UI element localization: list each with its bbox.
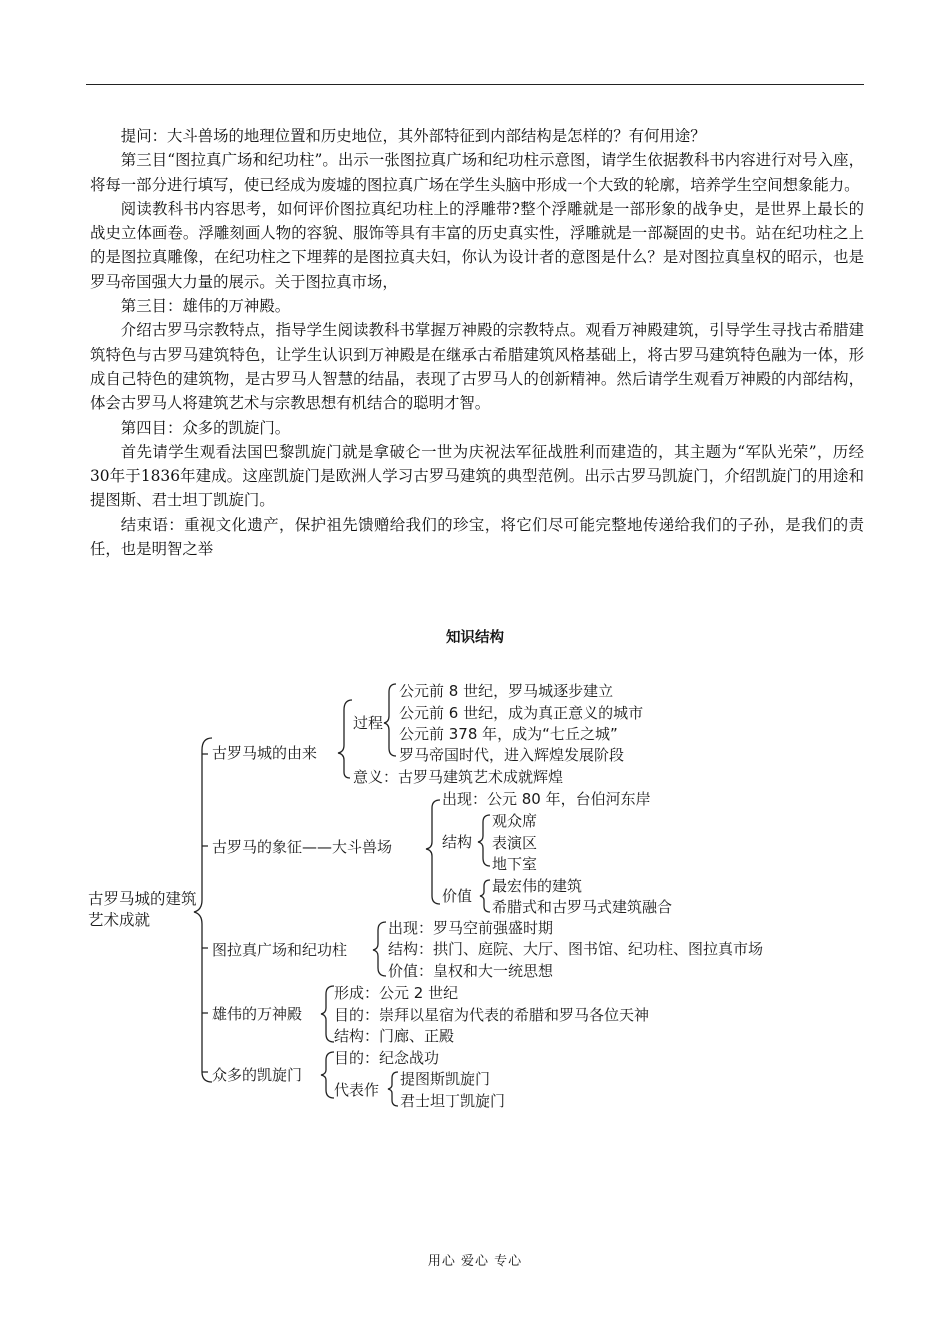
- paragraph: 阅读教科书内容思考，如何评价图拉真纪功柱上的浮雕带?整个浮雕就是一部形象的战争史，是世界上最长的战史立体画卷。浮雕刻画人物的容貌、服饰等具有丰富的历史真实性，浮雕就是一部凝固的史书。站在纪功柱之上的是图拉真雕像，在纪功柱之下埋葬的是图拉真夫妇，你认为设计者的意图是什么？是对图拉真皇权的昭示，也是罗马帝国强大力量的展示。关于图拉真市场，: [90, 199, 864, 291]
- paragraph: 介绍古罗马宗教特点，指导学生阅读教科书掌握万神殿的宗教特点。观看万神殿建筑，引导学生寻找古希腊建筑特色与古罗马建筑特色，让学生认识到万神殿是在继承古希腊建筑风格基础上，将古罗马建筑特色融为一体，形成自己特色的建筑物，是古罗马人智慧的结晶，表现了古罗马人的创新精神。然后请学生观看万神殿的内部结构，体会古罗马人将建筑艺术与宗教思想有机结合的聪明才智。: [90, 321, 864, 413]
- paragraph: 首先请学生观看法国巴黎凯旋门就是拿破仑一世为庆祝法军征战胜利而建造的，其主题为“军队光荣”，历经30年于1836年建成。这座凯旋门是欧洲人学习古罗马建筑的典型范例。出示古罗马凯旋门，介绍凯旋门的用途和提图斯、君士坦丁凯旋门。: [90, 442, 864, 510]
- structure-bracket: [478, 815, 490, 866]
- pantheon-item: 形成：公元 2 世纪: [334, 984, 459, 1002]
- forum-item: 结构：拱门、庭院、大厅、图书馆、纪功柱、图拉真市场: [388, 940, 764, 958]
- structure-item: 观众席: [492, 812, 538, 830]
- forum-item: 出现：罗马空前强盛时期: [388, 919, 554, 937]
- branch-pantheon: 雄伟的万神殿: [212, 1005, 303, 1023]
- value-item: 最宏伟的建筑: [492, 877, 583, 895]
- arch-bracket: [321, 1052, 334, 1098]
- branch-arch: 众多的凯旋门: [212, 1066, 303, 1084]
- section-title: 知识结构: [446, 629, 504, 646]
- process-bracket: [384, 684, 396, 756]
- paragraph: 第四目：众多的凯旋门。: [120, 418, 291, 437]
- paragraph: 结束语：重视文化遗产，保护祖先馈赠给我们的珍宝，将它们尽可能完整地传递给我们的子孙，是我们的责任，也是明智之举: [90, 515, 864, 559]
- structure-item: 表演区: [492, 834, 538, 852]
- paragraph: 第三目：雄伟的万神殿。: [120, 297, 291, 316]
- rep-label: 代表作: [334, 1081, 380, 1099]
- branch-origin: 古罗马城的由来: [212, 744, 318, 762]
- structure-label: 结构: [442, 833, 473, 851]
- value-item: 希腊式和古罗马式建筑融合: [492, 898, 673, 916]
- branch-symbol: 古罗马的象征——大斗兽场: [212, 838, 393, 856]
- paragraph: 第三目“图拉真广场和纪功柱”。出示一张图拉真广场和纪功柱示意图，请学生依据教科书内容进行对号入座，将每一部分进行填写，使已经成为废墟的图拉真广场在学生头脑中形成一个大致的轮廓，培养学生空间想象能力。: [90, 151, 864, 194]
- page-footer: 用心 爱心 专心: [427, 1254, 523, 1269]
- arch-purpose: 目的：纪念战功: [334, 1049, 440, 1067]
- symbol-bracket: [426, 800, 440, 904]
- paragraph: 提问：大斗兽场的地理位置和历史地位，其外部特征到内部结构是怎样的？有何用途？: [120, 127, 706, 145]
- origin-bracket: [338, 700, 352, 778]
- value-label: 价值: [442, 887, 473, 905]
- rep-bracket: [388, 1072, 398, 1106]
- rep-item: 君士坦丁凯旋门: [400, 1092, 506, 1110]
- pantheon-item: 目的：崇拜以星宿为代表的希腊和罗马各位天神: [334, 1006, 650, 1024]
- origin-meaning: 意义：古罗马建筑艺术成就辉煌: [353, 768, 564, 786]
- structure-item: 地下室: [492, 855, 538, 873]
- forum-item: 价值：皇权和大一统思想: [388, 962, 554, 980]
- diagram-root: 古罗马城的建筑艺术成就: [88, 890, 197, 929]
- pantheon-bracket: [321, 986, 334, 1042]
- process-item: 罗马帝国时代，进入辉煌发展阶段: [399, 746, 625, 764]
- branch-forum: 图拉真广场和纪功柱: [212, 941, 348, 959]
- process-label: 过程: [353, 714, 384, 732]
- rep-item: 提图斯凯旋门: [400, 1070, 491, 1088]
- process-item: 公元前 378 年，成为“七丘之城”: [399, 725, 618, 743]
- process-item: 公元前 8 世纪，罗马城逐步建立: [399, 682, 614, 700]
- symbol-appear: 出现：公元 80 年，台伯河东岸: [442, 790, 651, 808]
- forum-bracket: [373, 922, 386, 976]
- process-item: 公元前 6 世纪，成为真正意义的城市: [399, 704, 644, 722]
- pantheon-item: 结构：门廊、正殿: [334, 1027, 455, 1045]
- value-bracket: [480, 880, 490, 912]
